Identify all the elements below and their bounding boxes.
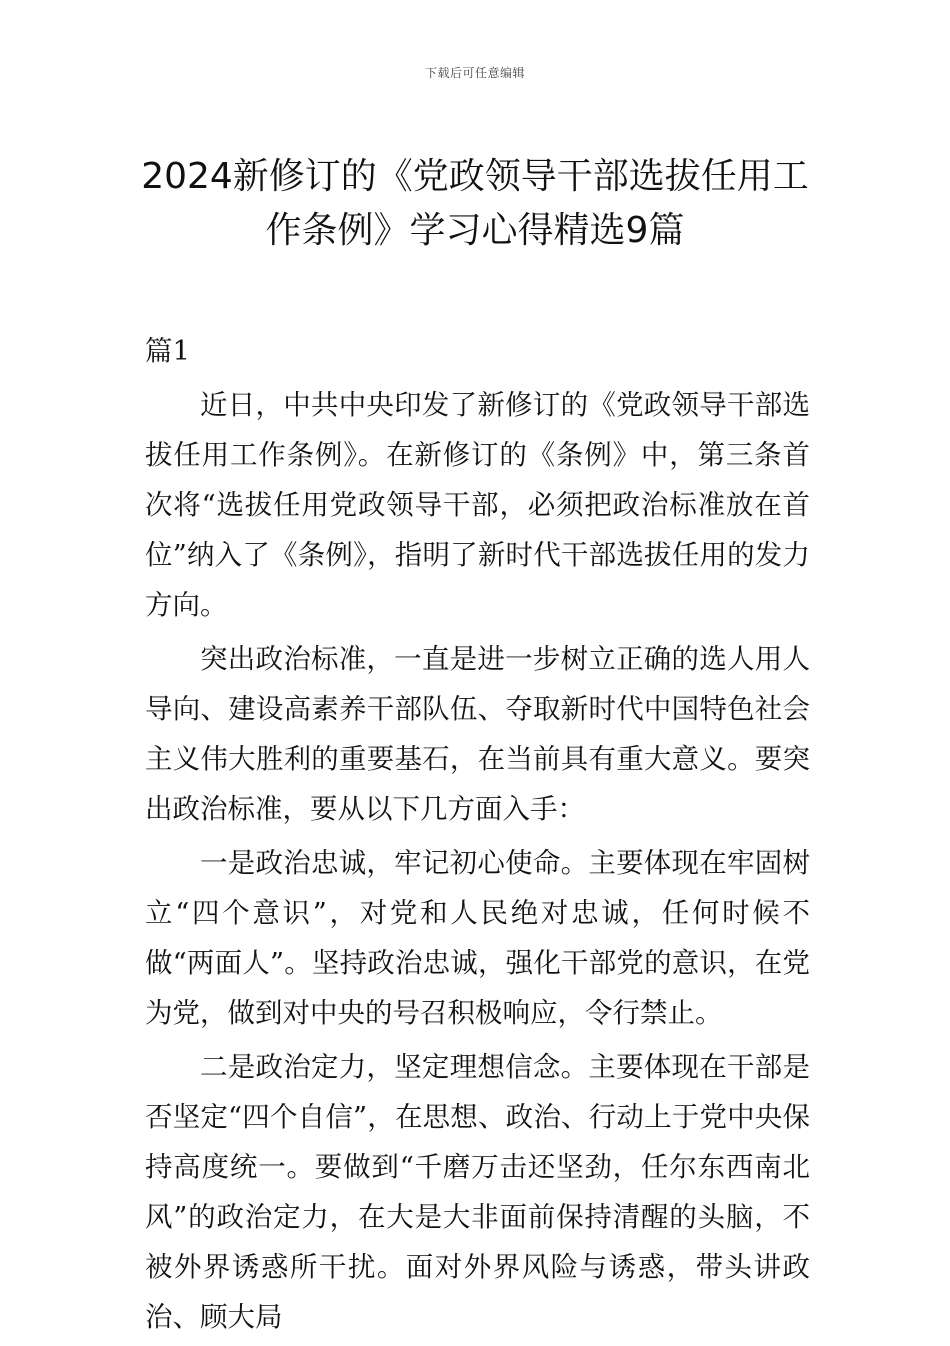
title-line-2: 作条例》学习心得精选9篇 xyxy=(265,210,685,251)
paragraph: 二是政治定力，坚定理想信念。主要体现在干部是否坚定“四个自信”，在思想、政治、行动上于党中央保持高度统一。要做到“千磨万击还坚劲，任尔东西南北风”的政治定力，在大是大非面前保持清醒的头脑，不被外界诱惑所干扰。面对外界风险与诱惑，带头讲政治、顾大局 xyxy=(145,1051,810,1333)
section-label: 篇1 xyxy=(145,335,190,367)
paragraph: 近日，中共中央印发了新修订的《党政领导干部选拔任用工作条例》。在新修订的《条例》中，第三条首次将“选拔任用党政领导干部，必须把政治标准放在首位”纳入了《条例》，指明了新时代干部选拔任用的发力方向。 xyxy=(145,389,810,621)
header-note: 下载后可任意编辑 xyxy=(424,66,525,80)
title-line-1: 2024新修订的《党政领导干部选拔任用工 xyxy=(141,156,809,197)
document-body xyxy=(145,326,810,1346)
document-title xyxy=(130,150,820,258)
paragraph: 一是政治忠诚，牢记初心使命。主要体现在牢固树立“四个意识”，对党和人民绝对忠诚，任何时候不做“两面人”。坚持政治忠诚，强化干部党的意识，在党为党，做到对中央的号召积极响应，令行禁止。 xyxy=(145,847,810,1029)
paragraph: 突出政治标准，一直是进一步树立正确的选人用人导向、建设高素养干部队伍、夺取新时代中国特色社会主义伟大胜利的重要基石，在当前具有重大意义。要突出政治标准，要从以下几方面入手： xyxy=(145,643,810,825)
